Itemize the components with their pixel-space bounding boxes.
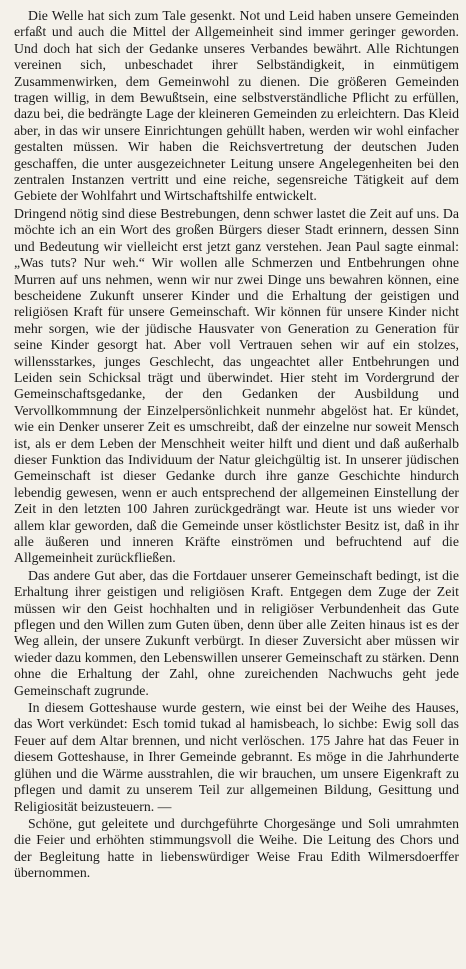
- paragraph-2: Dringend nötig sind diese Bestrebungen, denn schwer lastet die Zeit auf uns. Da möchte ich an ein Wort des großen Bürgers dieser Stadt erinnern, dessen Sinn und Bedeutung wir vielleicht erst jetzt ganz verstehen. Jean Paul sagte einmal: „Was tuts? Nur weh.“ Wir wollen alle Schmerzen und Entbehrungen ohne Murren auf uns nehmen, wenn wir nur zwei Dinge uns bewahren können, eine bescheidene Zukunft unserer Kinder und die Erhaltung der geistigen und religiösen Kraft für unsere Gemeinschaft. Wir können für unsere Kinder nicht mehr sorgen, wie der jüdische Hausvater von Generation zu Generation für seine Kinder gesorgt hat. Aber voll Vertrauen sehen wir auf ein stolzes, willensstarkes, junges Geschlecht, das ungeachtet aller Entbehrungen und Leiden sein Schicksal trägt und überwindet. Hier steht im Vordergrund der Gemeinschaftsgedanke, der den Gedanken der Ausbildung und Vervollkommnung der Einzelpersönlichkeit nunmehr abgelöst hat. Er kündet, wie ein Denker unserer Zeit es umschreibt, daß der einzelne nur soweit Mensch ist, als er dem Leben der Menschheit weiter hilft und dient und daß außerhalb dieser Funktion das Individuum der Natur gleichgültig ist. In unserer jüdischen Gemeinschaft ist dieser Gedanke durch ihre ganze Geschichte hindurch lebendig gewesen, wenn er auch entsprechend der allgemeinen Einstellung der Zeit in den letzten 100 Jahren zurückgedrängt war. Heute ist uns wieder vor allem klar geworden, daß die Gemeinde unser köstlichster Besitz ist, daß in ihr alle äußeren und inneren Kräfte einströmen und befruchtend auf die Allgemeinheit zurückfließen.: [14, 205, 459, 566]
- paragraph-4: In diesem Gotteshause wurde gestern, wie einst bei der Weihe des Hauses, das Wort verkündet: Esch tomid tukad al hamisbeach, lo sichbe: Ewig soll das Feuer auf dem Altar brennen, und nicht verlöschen. 175 Jahre hat das Feuer in diesem Gotteshause, in Ihrer Gemeinde gebrannt. Es möge in die Jahrhunderte glühen und die Wärme ausstrahlen, die wir brauchen, um unsere Eigenkraft zu pflegen und damit zu unserem Teil zur allgemeinen Bildung, Gesittung und Religiosität beizusteuern. —: [14, 700, 459, 814]
- paragraph-5: Schöne, gut geleitete und durchgeführte Chorgesänge und Soli umrahmten die Feier und erhöhten stimmungsvoll die Weihe. Die Leitung des Chors und der Begleitung hatte in liebenswürdiger Weise Frau Edith Wilmersdoerffer übernommen.: [14, 815, 459, 881]
- paragraph-3: Das andere Gut aber, das die Fortdauer unserer Gemeinschaft bedingt, ist die Erhaltung ihrer geistigen und religiösen Kraft. Entgegen dem Zuge der Zeit müssen wir den Geist hochhalten und in religiöser Verbundenheit das Gute pflegen und den Willen zum Guten üben, denn über alle Zeiten hinaus ist es der Weg allein, der unsere Zukunft verbürgt. In dieser Zuversicht aber müssen wir wieder dazu kommen, den Lebenswillen unserer Gemeinschaft zu stärken. Denn ohne die Erhaltung der Zahl, ohne zureichenden Nachwuchs geht jede Gemeinschaft zugrunde.: [14, 567, 459, 698]
- paragraph-1: Die Welle hat sich zum Tale gesenkt. Not und Leid haben unsere Gemeinden erfaßt und auch die Mittel der Allgemeinheit sind immer geringer geworden. Und doch hat sich der Gedanke unseres Verbandes bewährt. Alle Richtungen vereinen sich, unbeschadet ihrer Selbständigkeit, in einmütigem Zusammenwirken, dem Gemeinwohl zu dienen. Die größeren Gemeinden tragen willig, in dem Bewußtsein, eine selbstverständliche Pflicht zu erfüllen, dazu bei, die bedrängte Lage der kleineren Gemeinden zu erleichtern. Das Kleid aber, in das wir unsere Einrichtungen gehüllt haben, werden wir wohl einfacher gestalten müssen. Wir haben die Reichsvertretung der deutschen Juden geschaffen, die unter ausgezeichneter Leitung unsere Angelegenheiten bei den zentralen Instanzen vertritt und eine reiche, segensreiche Tätigkeit auf dem Gebiete der Wohlfahrt und Wirtschaftshilfe entwickelt.: [14, 8, 459, 204]
